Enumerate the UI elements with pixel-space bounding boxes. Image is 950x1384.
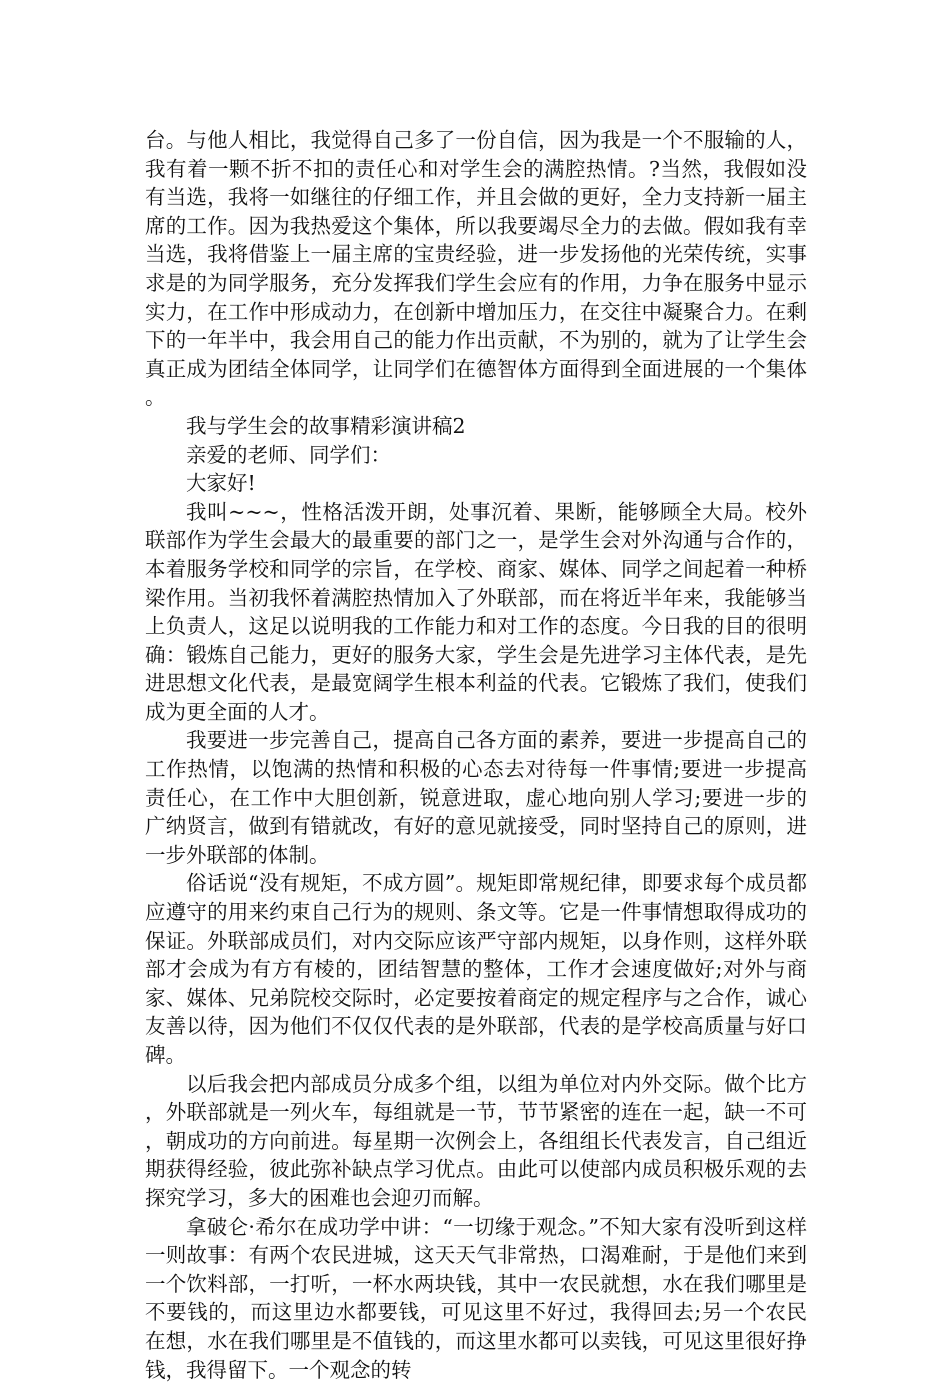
paragraph-speech-1-ending: 台。与他人相比，我觉得自己多了一份自信，因为我是一个不服输的人，我有着一颗不折不扣的责任心和对学生会的满腔热情。?当然，我假如没有当选，我将一如继往的仔细工作，并且会做的更好，全力支持新一届主席的工作。因为我热爱这个集体，所以我要竭尽全力的去做。假如我有幸当选，我将借鉴上一届主席的宝贵经验，进一步发扬他的光荣传统，实事求是的为同学服务，充分发挥我们学生会应有的作用，力争在服务中显示实力，在工作中形成动力，在创新中增加压力，在交往中凝聚合力。在剩下的一年半中，我会用自己的能力作出贡献，不为别的，就为了让学生会真正成为团结全体同学，让同学们在德智体方面得到全面进展的一个集体。 bbox=[145, 128, 807, 410]
paragraph-rules: 俗话说“没有规矩，不成方圆”。规矩即常规纪律，即要求每个成员都应遵守的用来约束自己行为的规则、条文等。它是一件事情想取得成功的保证。外联部成员们，对内交际应该严守部内规矩，以身作则，这样外联部才会成为有方有棱的，团结智慧的整体，工作才会速度做好;对外与商家、媒体、兄弟院校交际时，必定要按着商定的规定程序与之合作，诚心友善以待，因为他们不仅仅代表的是外联部，代表的是学校高质量与好口碑。 bbox=[145, 871, 807, 1067]
paragraph-groups: 以后我会把内部成员分成多个组，以组为单位对内外交际。做个比方，外联部就是一列火车，每组就是一节，节节紧密的连在一起，缺一不可，朝成功的方向前进。每星期一次例会上，各组组长代表发言，自己组近期获得经验，彼此弥补缺点学习优点。由此可以使部内成员积极乐观的去探究学习，多大的困难也会迎刃而解。 bbox=[145, 1071, 807, 1210]
document-body bbox=[145, 126, 807, 1384]
section-title: 我与学生会的故事精彩演讲稿2 bbox=[186, 413, 466, 438]
paragraph-introduction: 我叫~~~，性格活泼开朗，处事沉着、果断，能够顾全大局。校外联部作为学生会最大的最重要的部门之一，是学生会对外沟通与合作的，本着服务学校和同学的宗旨，在学校、商家、媒体、同学之间起着一种桥梁作用。当初我怀着满腔热情加入了外联部，而在将近半年来，我能够当上负责人，这足以说明我的工作能力和对工作的态度。今日我的目的很明确：锻炼自己能力，更好的服务大家，学生会是先进学习主体代表，是先进思想文化代表，是最宽阔学生根本利益的代表。它锻炼了我们，使我们成为更全面的人才。 bbox=[145, 499, 807, 724]
paragraph-self-improvement: 我要进一步完善自己，提高自己各方面的素养，要进一步提高自己的工作热情，以饱满的热情和积极的心态去对待每一件事情;要进一步提高责任心，在工作中大胆创新，锐意进取，虚心地向别人学习;要进一步的广纳贤言，做到有错就改，有好的意见就接受，同时坚持自己的原则，进一步外联部的体制。 bbox=[145, 728, 807, 867]
greeting: 大家好! bbox=[186, 471, 256, 496]
salutation: 亲爱的老师、同学们： bbox=[186, 442, 391, 467]
paragraph-napoleon-hill: 拿破仑·希尔在成功学中讲：“一切缘于观念。”不知大家有没听到这样一则故事：有两个农民进城，这天天气非常热，口渴难耐，于是他们来到一个饮料部，一打听，一杯水两块钱，其中一农民就想，水在我们哪里是不要钱的，而这里边水都要钱，可见这里不好过，我得回去;另一个农民在想，水在我们哪里是不值钱的，而这里水都可以卖钱，可见这里很好挣钱，我得留下。一个观念的转 bbox=[145, 1214, 807, 1382]
